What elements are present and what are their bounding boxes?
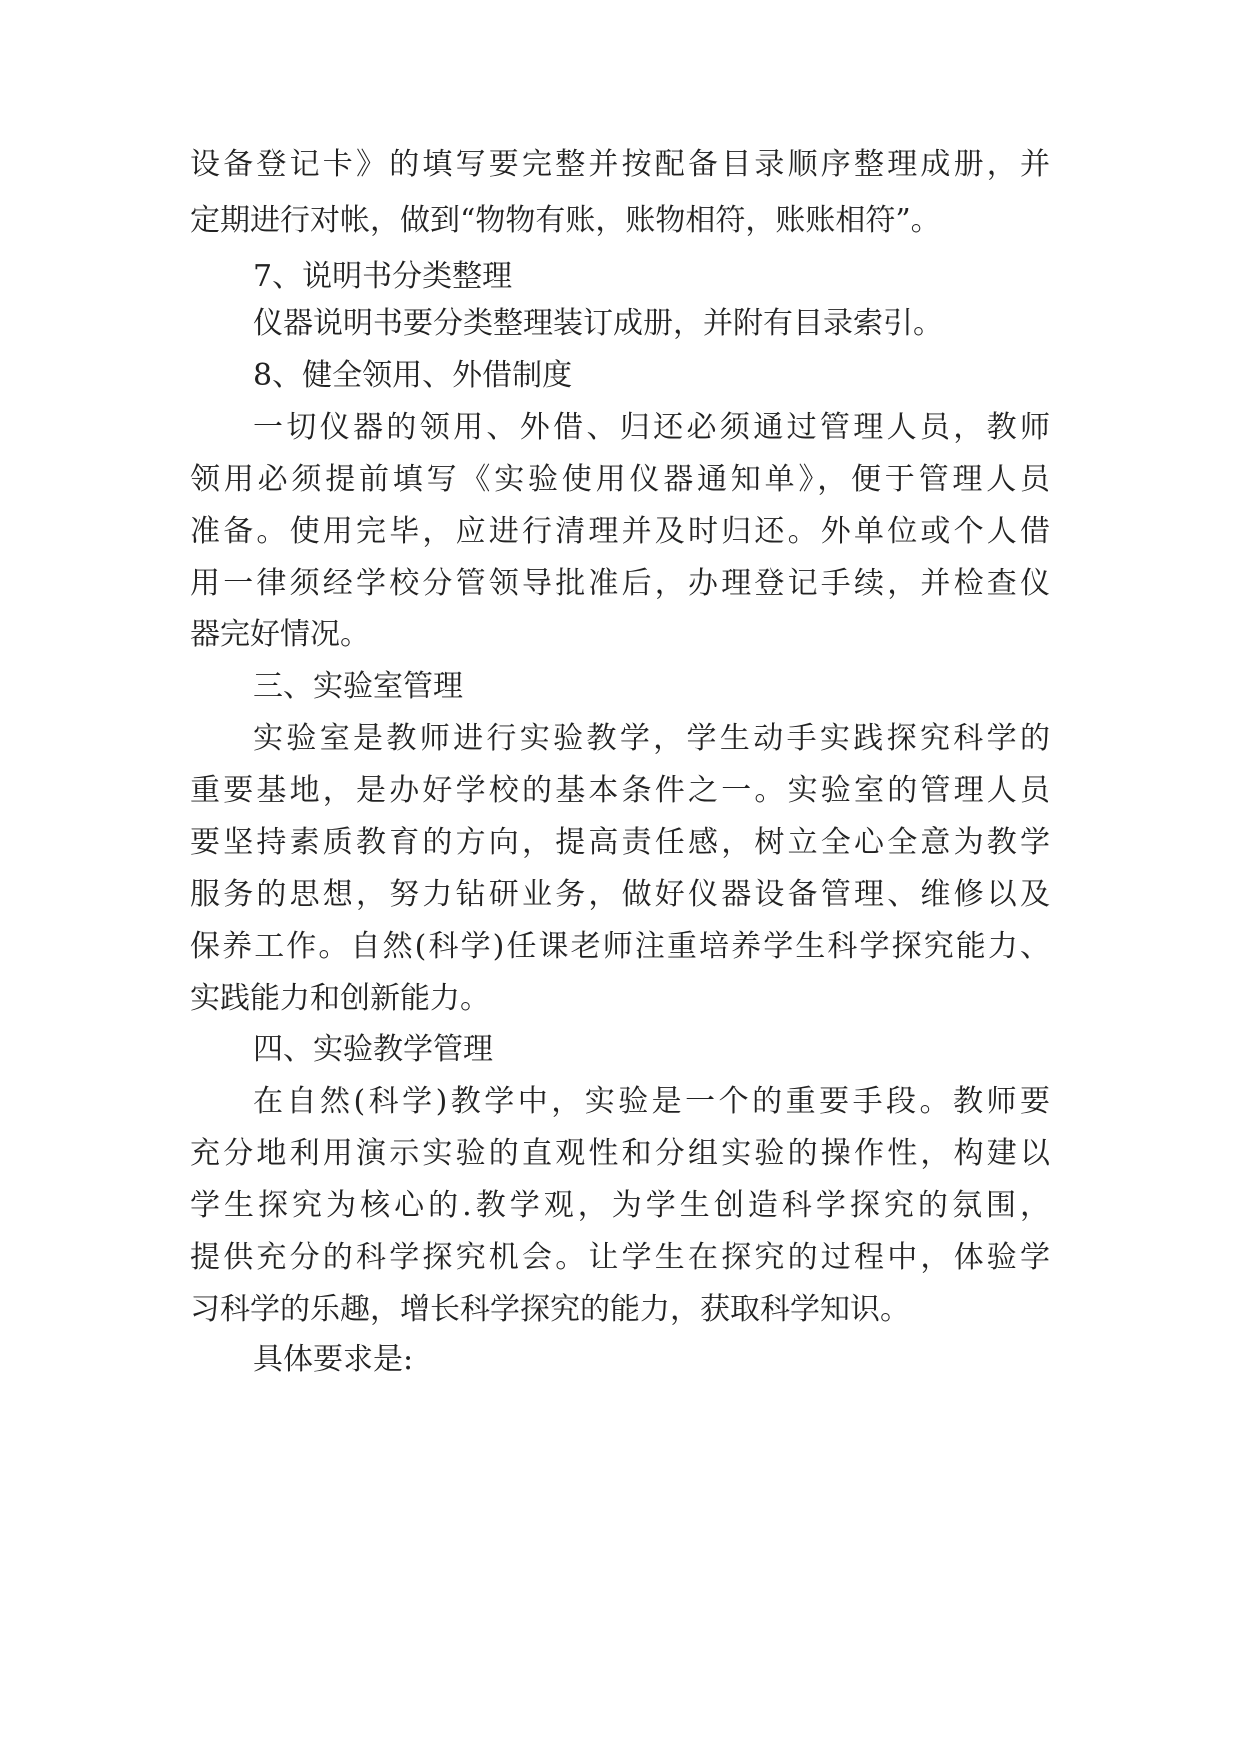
paragraph-line: 准备。使用完毕，应进行清理并及时归还。外单位或个人借 <box>190 514 1050 549</box>
paragraph-line: 设备登记卡》的填写要完整并按配备目录顺序整理成册，并 <box>190 147 1050 182</box>
paragraph-line: 保养工作。自然(科学)任课老师注重培养学生科学探究能力、 <box>190 929 1050 964</box>
section-heading: 四、实验教学管理 <box>253 1032 493 1067</box>
section-heading: 三、实验室管理 <box>253 669 463 704</box>
paragraph-line: 在自然(科学)教学中，实验是一个的重要手段。教师要 <box>253 1084 1050 1119</box>
paragraph-line: 提供充分的科学探究机会。让学生在探究的过程中，体验学 <box>190 1240 1050 1275</box>
paragraph-line: 实践能力和创新能力。 <box>190 981 490 1016</box>
paragraph-line: 学生探究为核心的.教学观，为学生创造科学探究的氛围， <box>190 1188 1050 1223</box>
paragraph-line: 仪器说明书要分类整理装订成册，并附有目录索引。 <box>253 306 943 341</box>
paragraph-line: 定期进行对帐，做到“物物有账，账物相符，账账相符”。 <box>190 203 941 238</box>
paragraph-line: 重要基地，是办好学校的基本条件之一。实验室的管理人员 <box>190 773 1050 808</box>
paragraph-line: 习科学的乐趣，增长科学探究的能力，获取科学知识。 <box>190 1292 910 1327</box>
paragraph-line: 充分地利用演示实验的直观性和分组实验的操作性，构建以 <box>190 1136 1050 1171</box>
paragraph-line: 一切仪器的领用、外借、归还必须通过管理人员，教师 <box>253 410 1050 445</box>
paragraph-line: 领用必须提前填写《实验使用仪器通知单》，便于管理人员 <box>190 462 1050 497</box>
section-heading: 8、健全领用、外借制度 <box>253 358 573 393</box>
paragraph-line: 实验室是教师进行实验教学，学生动手实践探究科学的 <box>253 721 1050 756</box>
paragraph-line: 服务的思想，努力钻研业务，做好仪器设备管理、维修以及 <box>190 877 1050 912</box>
paragraph-line: 要坚持素质教育的方向，提高责任感，树立全心全意为教学 <box>190 825 1050 860</box>
paragraph-line: 器完好情况。 <box>190 617 370 652</box>
section-heading: 7、说明书分类整理 <box>253 259 513 294</box>
paragraph-line: 具体要求是: <box>253 1342 414 1377</box>
paragraph-line: 用一律须经学校分管领导批准后，办理登记手续，并检查仪 <box>190 566 1050 601</box>
